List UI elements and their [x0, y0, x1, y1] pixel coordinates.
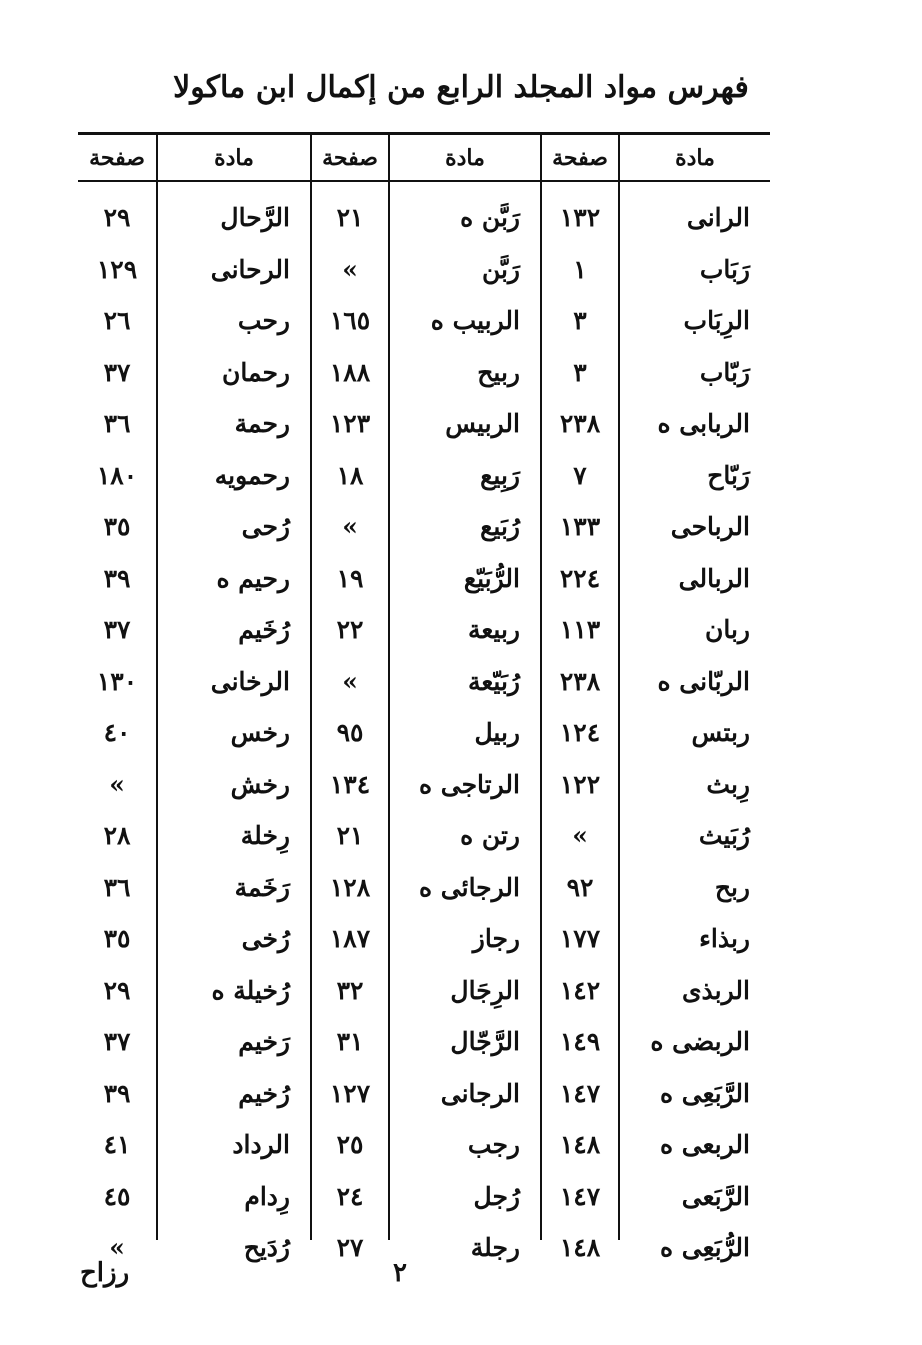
page-cell: ٣	[573, 306, 587, 335]
page-cell: ١٨	[336, 460, 364, 490]
page-cell: ٣	[573, 357, 587, 387]
material-cell: الرُّبَعِى ه	[659, 1233, 750, 1262]
page-cell: ١٤٢	[559, 975, 601, 1005]
material-cell: رُحى	[241, 512, 290, 541]
page-cell: ١٢٤	[559, 718, 601, 747]
material-cell: رُخيلة ه	[211, 975, 290, 1005]
material-cell: الرِجَال	[450, 975, 520, 1005]
page-cell: ١٨٠	[96, 460, 138, 490]
page-cell: ١٢٧	[329, 1078, 371, 1108]
table-row	[78, 862, 770, 913]
page-cell: ١٤٩	[559, 1027, 601, 1056]
material-cell: الرَّجّال	[450, 1027, 520, 1056]
table-row	[78, 1068, 770, 1119]
table-row	[78, 553, 770, 604]
page-cell: ٣٦	[103, 409, 131, 438]
page-cell: ٢٢٤	[559, 563, 601, 593]
page-cell: ١	[573, 254, 587, 284]
table-row	[78, 450, 770, 501]
material-cell: ربيعة	[467, 615, 520, 644]
material-cell: رحمان	[222, 357, 290, 387]
page-number: ٢	[393, 1258, 407, 1288]
material-cell: رِبث	[706, 769, 750, 799]
page-cell: ٣١	[336, 1027, 364, 1056]
page-cell: ٣٢	[336, 975, 364, 1005]
header-material: مادة	[214, 145, 254, 171]
page-cell: ٣٦	[103, 872, 131, 902]
header-material: مادة	[445, 145, 485, 171]
page-cell: ١٢٣	[329, 409, 371, 438]
table-header-rule	[78, 180, 770, 182]
material-cell: الرباحى	[670, 512, 750, 541]
page-cell: ١٤٧	[559, 1078, 601, 1108]
material-cell: رخش	[230, 769, 290, 799]
material-cell: الربيب ه	[430, 306, 520, 335]
material-cell: رحيم ه	[216, 563, 290, 593]
page-cell: ٢٩	[103, 203, 131, 232]
material-cell: الربعى ه	[659, 1130, 750, 1159]
page-cell: ٢٥	[336, 1130, 364, 1159]
page-cell: ١٣٣	[559, 512, 601, 541]
material-cell: رُبَيّعة	[467, 666, 520, 696]
material-cell: رحمة	[234, 409, 290, 438]
page-cell: ١٦٥	[329, 306, 371, 335]
page-cell: ٢٩	[103, 975, 131, 1005]
page-cell: ٣٩	[103, 1078, 131, 1108]
material-cell: رَخيم	[238, 1027, 290, 1056]
material-cell: الرداد	[232, 1130, 290, 1159]
material-cell: رَبَاب	[699, 254, 750, 284]
page-cell: ٢١	[336, 821, 364, 850]
page-cell: »	[342, 254, 358, 284]
table-row	[78, 1171, 770, 1222]
table-row	[78, 913, 770, 964]
material-cell: رُدَيح	[243, 1233, 290, 1262]
table-row	[78, 192, 770, 243]
material-cell: ربيح	[477, 357, 520, 387]
header-page: صفحة	[322, 145, 378, 171]
table-row	[78, 707, 770, 758]
page-cell: ١٧٧	[559, 924, 601, 953]
material-cell: الرَّبَعِى ه	[659, 1078, 750, 1108]
page-title: فهرس مواد المجلد الرابع من إكمال ابن ماكولا	[173, 70, 749, 105]
page-cell: ١٢٩	[96, 254, 138, 284]
material-cell: ربيل	[474, 718, 520, 747]
page-cell: ٢٢	[336, 615, 364, 644]
material-cell: الرَّحال	[220, 203, 290, 232]
index-table	[78, 132, 770, 1262]
page-cell: ٣٥	[103, 924, 131, 953]
material-cell: رَبّاب	[699, 357, 750, 387]
page-cell: ٢٨	[103, 821, 131, 850]
table-top-rule	[78, 132, 770, 135]
material-cell: ربان	[704, 615, 750, 644]
material-cell: الرخانى	[210, 666, 290, 696]
material-cell: الرتاجى ه	[418, 769, 520, 799]
material-cell: رَبَّن	[481, 254, 520, 284]
material-cell: الربيس	[445, 409, 520, 438]
page-cell: »	[342, 666, 358, 696]
page-cell: ١٩	[336, 563, 364, 593]
page-cell: ٣٧	[103, 615, 131, 644]
material-cell: الرحانى	[210, 254, 290, 284]
material-cell: ربح	[714, 872, 750, 902]
page-cell: ٢٤	[336, 1181, 364, 1211]
table-row	[78, 1119, 770, 1170]
material-cell: رجاز	[472, 924, 520, 953]
table-row	[78, 347, 770, 398]
material-cell: رحمويه	[214, 460, 290, 490]
table-row	[78, 965, 770, 1016]
header-page: صفحة	[552, 145, 608, 171]
material-cell: الرِبَاب	[683, 306, 750, 335]
table-row	[78, 810, 770, 861]
page-cell: »	[342, 512, 358, 541]
page-cell: ٣٥	[103, 512, 131, 541]
page-cell: ١٤٨	[559, 1233, 601, 1262]
material-cell: رجلة	[470, 1233, 520, 1262]
material-cell: رَخَمة	[234, 872, 290, 902]
material-cell: رَبّاح	[707, 460, 750, 490]
material-cell: الربّانى ه	[657, 666, 750, 696]
material-cell: رتن ه	[460, 821, 520, 850]
page-cell: »	[109, 1233, 125, 1262]
table-row	[78, 501, 770, 552]
page-cell: ٢١	[336, 203, 364, 232]
material-cell: الرُّبَيّع	[463, 563, 520, 593]
table-row	[78, 295, 770, 346]
page-cell: ٣٩	[103, 563, 131, 593]
page-cell: ١١٣	[559, 615, 601, 644]
material-cell: رحب	[237, 306, 290, 335]
page-cell: ٤٥	[103, 1181, 131, 1211]
header-material: مادة	[675, 145, 715, 171]
material-cell: رُخى	[241, 924, 290, 953]
page-cell: ١٢٨	[329, 872, 371, 902]
table-row	[78, 244, 770, 295]
page-cell: ٤٠	[103, 718, 131, 747]
page-cell: ٢٣٨	[559, 409, 601, 438]
material-cell: الرجانى	[440, 1078, 520, 1108]
material-cell: رُجل	[473, 1181, 520, 1211]
page-cell: »	[109, 769, 125, 799]
material-cell: ربتس	[691, 718, 750, 747]
page-cell: ٣٧	[103, 357, 131, 387]
page-cell: ٢٦	[103, 306, 131, 335]
material-cell: الربضى ه	[650, 1027, 750, 1056]
material-cell: الربالى	[678, 563, 750, 593]
page-cell: ٢٣٨	[559, 666, 601, 696]
table-row	[78, 759, 770, 810]
page-cell: ٧	[573, 460, 587, 490]
material-cell: الربابى ه	[657, 409, 750, 438]
material-cell: رُخَيم	[238, 615, 290, 644]
material-cell: رِدام	[244, 1181, 290, 1211]
material-cell: الرجائى ه	[418, 872, 520, 902]
material-cell: الرَّبَعى	[681, 1181, 750, 1211]
material-cell: رَبَّن ه	[460, 203, 520, 232]
material-cell: رَبِيع	[480, 460, 520, 490]
page-cell: ٩٢	[566, 872, 594, 902]
page-cell: ١٣٠	[96, 666, 138, 696]
page-cell: ١٤٨	[559, 1130, 601, 1159]
page-cell: ١٨٨	[329, 357, 371, 387]
material-cell: رجب	[467, 1130, 520, 1159]
page-cell: ١٢٢	[559, 769, 601, 799]
header-page: صفحة	[89, 145, 145, 171]
page-cell: ١٤٧	[559, 1181, 601, 1211]
material-cell: الربذى	[681, 975, 750, 1005]
page-cell: »	[572, 821, 588, 850]
page-cell: ١٣٤	[329, 769, 371, 799]
page-cell: ٩٥	[336, 718, 364, 747]
page-cell: ٣٧	[103, 1027, 131, 1056]
page-cell: ١٣٢	[559, 203, 601, 232]
material-cell: الرانى	[686, 203, 750, 232]
table-row	[78, 604, 770, 655]
page-cell: ٢٧	[336, 1233, 364, 1262]
material-cell: رِخلة	[240, 821, 290, 850]
material-cell: رُخيم	[238, 1078, 290, 1108]
material-cell: ربذاء	[699, 924, 750, 953]
page-cell: ٤١	[103, 1130, 131, 1159]
material-cell: رخس	[230, 718, 290, 747]
table-row	[78, 656, 770, 707]
catchword: رزاح	[80, 1258, 130, 1288]
table-row	[78, 1016, 770, 1067]
table-row	[78, 398, 770, 449]
material-cell: رُبَيع	[480, 512, 520, 541]
material-cell: رُبَيث	[698, 821, 750, 850]
page-cell: ١٨٧	[329, 924, 371, 953]
